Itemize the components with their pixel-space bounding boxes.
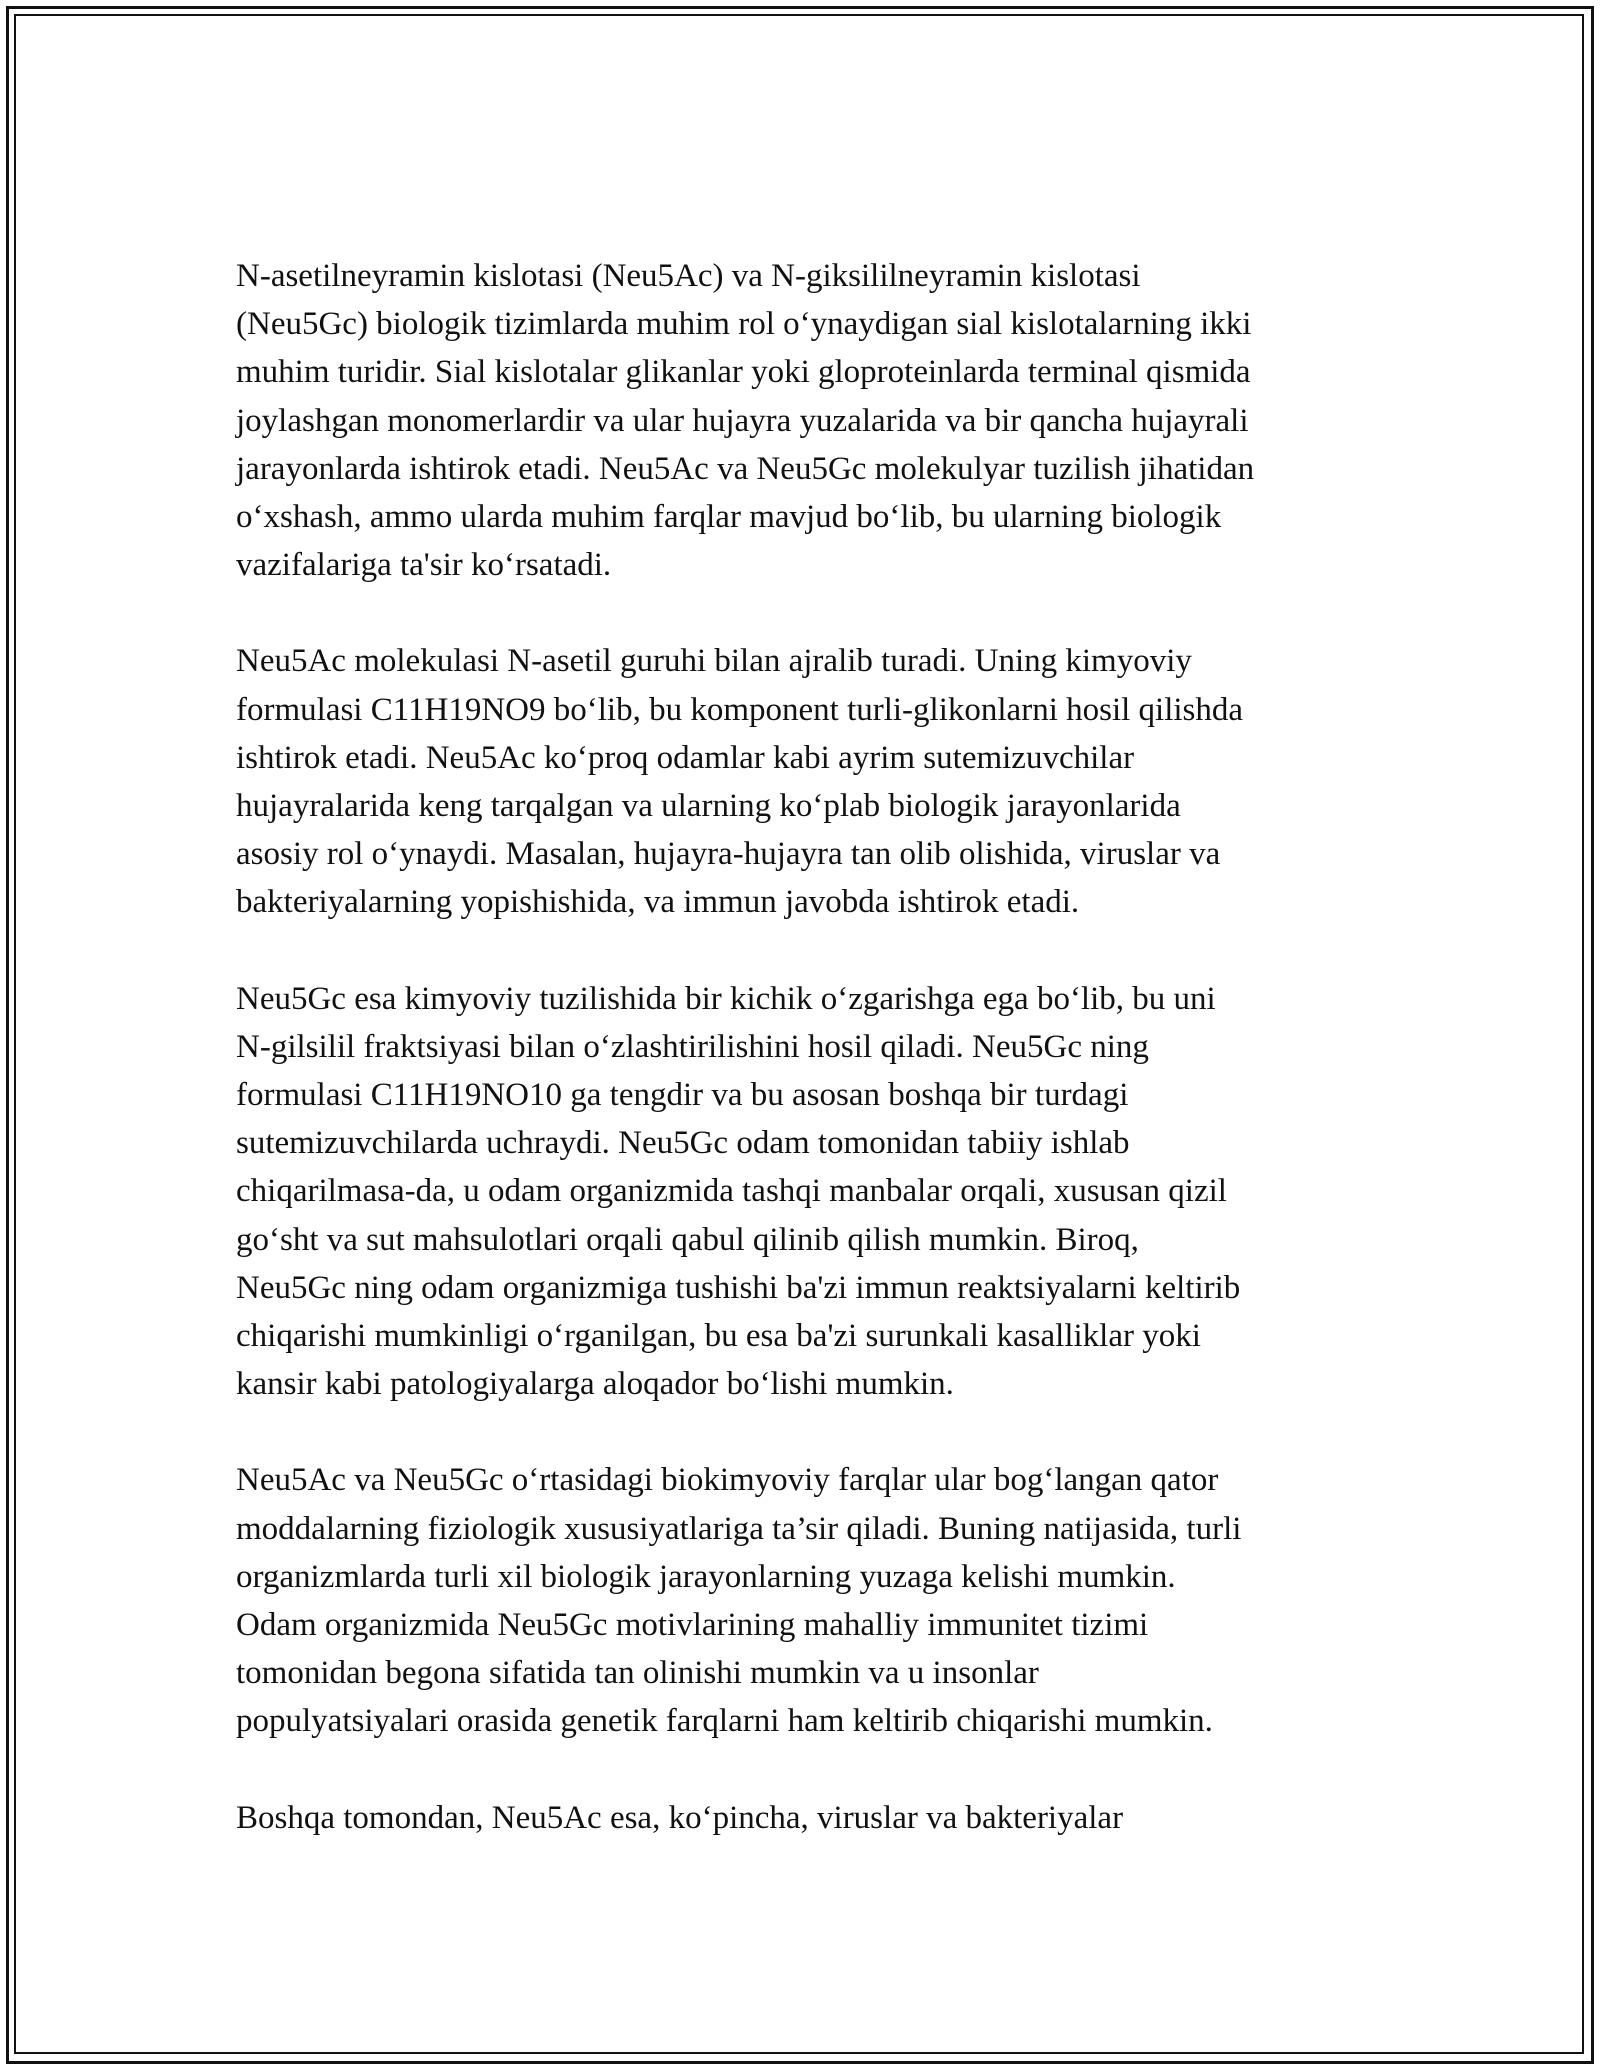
text-line: tomonidan begona sifatida tan olinishi mumkin va u insonlar <box>236 1655 1039 1692</box>
text-line: oʻxshash, ammo ularda muhim farqlar mavjud boʻlib, bu ularning biologik <box>236 499 1222 536</box>
paragraph-4 <box>236 1456 1396 1745</box>
text-line: kansir kabi patologiyalarga aloqador boʻlishi mumkin. <box>236 1366 954 1403</box>
paragraph-5 <box>236 1794 1396 1842</box>
text-line: moddalarning fiziologik xususiyatlariga ta’sir qiladi. Buning natijasida, turli <box>236 1510 1242 1547</box>
text-line: Neu5Ac molekulasi N-asetil guruhi bilan ajralib turadi. Uning kimyoviy <box>236 643 1192 680</box>
text-line: sutemizuvchilarda uchraydi. Neu5Gc odam tomonidan tabiiy ishlab <box>236 1125 1130 1162</box>
text-line: hujayralarida keng tarqalgan va ularning koʻplab biologik jarayonlarida <box>236 788 1181 825</box>
text-line: formulasi C11H19NO9 boʻlib, bu komponent turli-glikonlarni hosil qilishda <box>236 691 1244 728</box>
text-line: vazifalariga ta'sir koʻrsatadi. <box>236 547 612 584</box>
document-body <box>236 252 1396 1890</box>
text-line: jarayonlarda ishtirok etadi. Neu5Ac va Neu5Gc molekulyar tuzilish jihatidan <box>236 450 1255 487</box>
text-line: chiqarilmasa-da, u odam organizmida tashqi manbalar orqali, xususan qizil <box>236 1173 1227 1210</box>
text-line: ishtirok etadi. Neu5Ac koʻproq odamlar kabi ayrim sutemizuvchilar <box>236 739 1135 776</box>
paragraph-2 <box>236 637 1396 926</box>
text-line: Neu5Gc esa kimyoviy tuzilishida bir kichik oʻzgarishga ega boʻlib, bu uni <box>236 980 1216 1017</box>
paragraph-1 <box>236 252 1396 589</box>
text-line: Boshqa tomondan, Neu5Ac esa, koʻpincha, viruslar va bakteriyalar <box>236 1799 1124 1836</box>
text-line: populyatsiyalari orasida genetik farqlarni ham keltirib chiqarishi mumkin. <box>236 1703 1213 1740</box>
text-line: joylashgan monomerlardir va ular hujayra yuzalarida va bir qancha hujayrali <box>236 402 1249 439</box>
text-line: goʻsht va sut mahsulotlari orqali qabul qilinib qilish mumkin. Biroq, <box>236 1221 1139 1258</box>
text-line: bakteriyalarning yopishishida, va immun javobda ishtirok etadi. <box>236 884 1080 921</box>
text-line: organizmlarda turli xil biologik jarayonlarning yuzaga kelishi mumkin. <box>236 1558 1176 1595</box>
text-line: (Neu5Gc) biologik tizimlarda muhim rol oʻynaydigan sial kislotalarning ikki <box>236 306 1252 343</box>
text-line: formulasi C11H19NO10 ga tengdir va bu asosan boshqa bir turdagi <box>236 1077 1129 1114</box>
text-line: Odam organizmida Neu5Gc motivlarining mahalliy immunitet tizimi <box>236 1607 1149 1644</box>
text-line: chiqarishi mumkinligi oʻrganilgan, bu esa ba'zi surunkali kasalliklar yoki <box>236 1318 1201 1355</box>
text-line: Neu5Gc ning odam organizmiga tushishi ba'zi immun reaktsiyalarni keltirib <box>236 1269 1241 1306</box>
text-line: N-asetilneyramin kislotasi (Neu5Ac) va N-giksililneyramin kislotasi <box>236 258 1141 294</box>
text-line: asosiy rol oʻynaydi. Masalan, hujayra-hujayra tan olib olishida, viruslar va <box>236 836 1221 873</box>
text-line: N-gilsilil fraktsiyasi bilan oʻzlashtirilishini hosil qiladi. Neu5Gc ning <box>236 1028 1149 1065</box>
text-line: Neu5Ac va Neu5Gc oʻrtasidagi biokimyoviy farqlar ular bogʻlangan qator <box>236 1462 1219 1499</box>
paragraph-3 <box>236 975 1396 1409</box>
text-line: muhim turidir. Sial kislotalar glikanlar yoki gloproteinlarda terminal qismida <box>236 354 1251 391</box>
